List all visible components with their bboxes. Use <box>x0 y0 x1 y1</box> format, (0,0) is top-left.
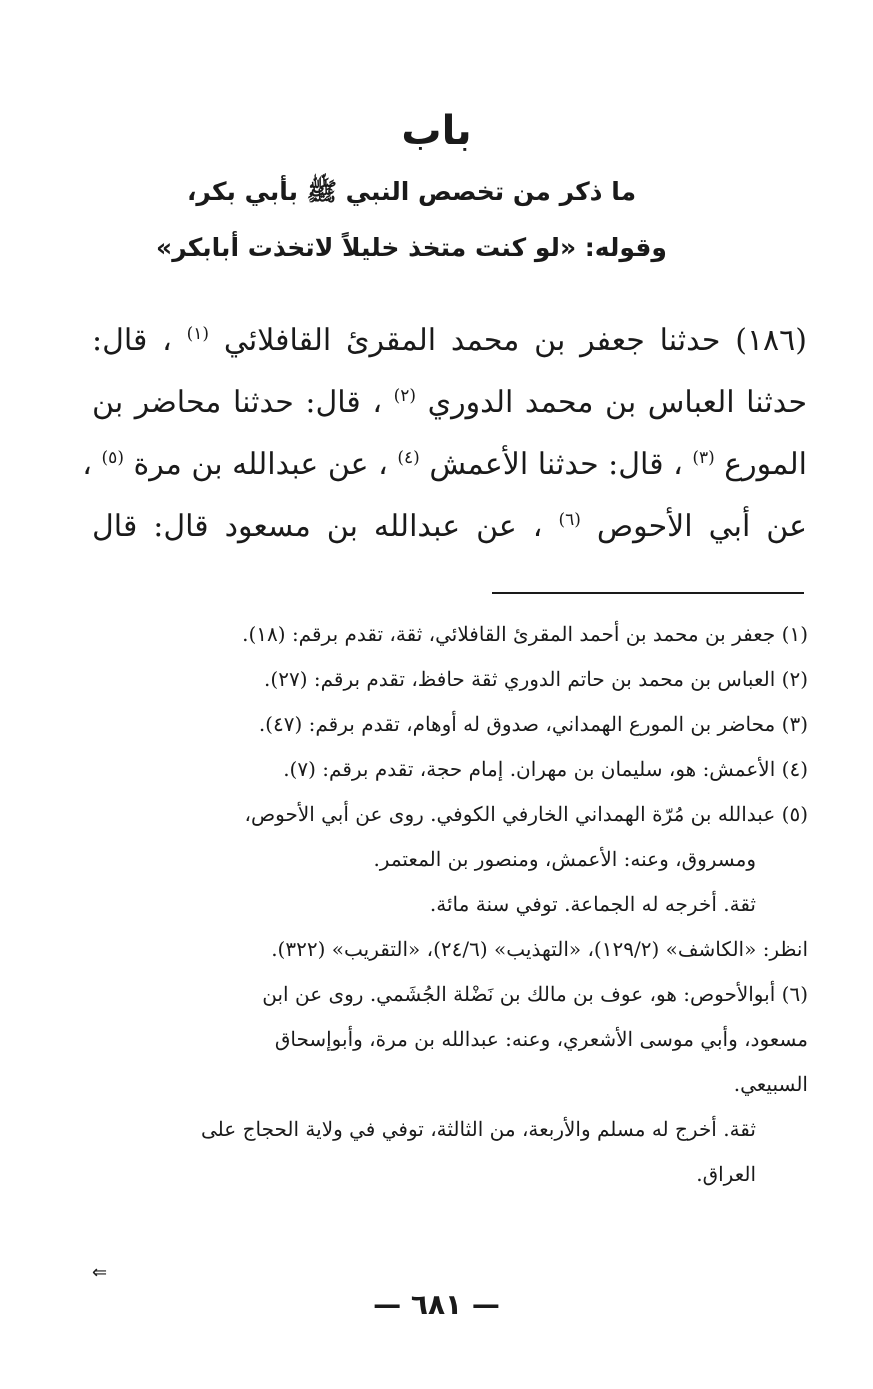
footnote-6-continued: ثقة. أخرج له مسلم والأربعة، من الثالثة، توفي في ولاية الحجاج على <box>201 1117 756 1141</box>
body-text-segment: عن أبي الأحوص <box>596 509 807 544</box>
footnote-ref-6: (٦) <box>558 510 581 530</box>
footnote-ref-1: (١) <box>186 324 210 344</box>
body-line-4 <box>92 496 807 558</box>
body-text-segment: ، <box>82 447 92 482</box>
footnote-5-continued: انظر: «الكاشف» (١٢٩/٢)، «التهذيب» (٢٤/٦)، «التقريب» (٣٢٢). <box>271 937 808 961</box>
body-text-segment: ، عن عبدالله بن مرة <box>133 447 388 482</box>
body-text-segment: ، عن عبدالله بن مسعود قال: قال <box>92 509 543 544</box>
footnote-6-continued: السبيعي. <box>733 1072 808 1096</box>
body-text-segment: (١٨٦) حدثنا جعفر بن محمد المقرئ القافلائي <box>223 323 807 358</box>
footnote-ref-4: (٤) <box>397 448 420 468</box>
footnote-5: (٥) عبدالله بن مُرّة الهمداني الخارفي الكوفي. روى عن أبي الأحوص، <box>244 802 808 826</box>
footnote-ref-5: (٥) <box>101 448 124 468</box>
footnote-1: (١) جعفر بن محمد بن أحمد المقرئ القافلائي، ثقة، تقدم برقم: (١٨). <box>242 622 808 646</box>
body-text-segment: المورع <box>724 447 807 482</box>
body-line-2 <box>92 372 807 434</box>
footnote-5-continued: ثقة. أخرجه له الجماعة. توفي سنة مائة. <box>429 892 756 916</box>
footnotes <box>88 612 808 1197</box>
chapter-title: باب <box>401 108 472 154</box>
footnote-ref-2: (٢) <box>393 386 417 406</box>
body-line-3 <box>82 434 807 496</box>
chapter-subtitle-line-1: ما ذكر من تخصص النبي ﷺ بأبي بكر، <box>186 177 637 206</box>
footnote-6-continued: مسعود، وأبي موسى الأشعري، وعنه: عبدالله بن مرة، وأبوإسحاق <box>274 1027 808 1051</box>
continuation-arrow-icon: ⇐ <box>92 1262 108 1283</box>
body-line-1 <box>92 310 807 372</box>
hadith-body <box>82 310 807 558</box>
footnote-4: (٤) الأعمش: هو، سليمان بن مهران. إمام حجة، تقدم برقم: (٧). <box>283 757 808 781</box>
footnote-3: (٣) محاضر بن المورع الهمداني، صدوق له أوهام، تقدم برقم: (٤٧). <box>258 712 808 736</box>
footnote-ref-3: (٣) <box>692 448 715 468</box>
footnote-divider <box>492 592 804 594</box>
chapter-subtitle-line-2: وقوله: «لو كنت متخذ خليلاً لاتخذت أبابكر» <box>156 233 667 262</box>
footnote-2: (٢) العباس بن محمد بن حاتم الدوري ثقة حافظ، تقدم برقم: (٢٧). <box>264 667 808 691</box>
body-text-segment: حدثنا العباس بن محمد الدوري <box>427 385 807 420</box>
body-text-segment: ، قال: <box>92 323 172 358</box>
page-number: — ٦٨١ — <box>373 1288 500 1321</box>
footnote-6: (٦) أبوالأحوص: هو، عوف بن مالك بن نَضْلة الجُشَمي. روى عن ابن <box>262 982 808 1006</box>
body-text-segment: ، قال: حدثنا الأعمش <box>429 447 683 482</box>
footnote-6-continued: العراق. <box>696 1162 756 1186</box>
footnote-5-continued: ومسروق، وعنه: الأعمش، ومنصور بن المعتمر. <box>373 847 756 871</box>
body-text-segment: ، قال: حدثنا محاضر بن <box>92 385 383 420</box>
